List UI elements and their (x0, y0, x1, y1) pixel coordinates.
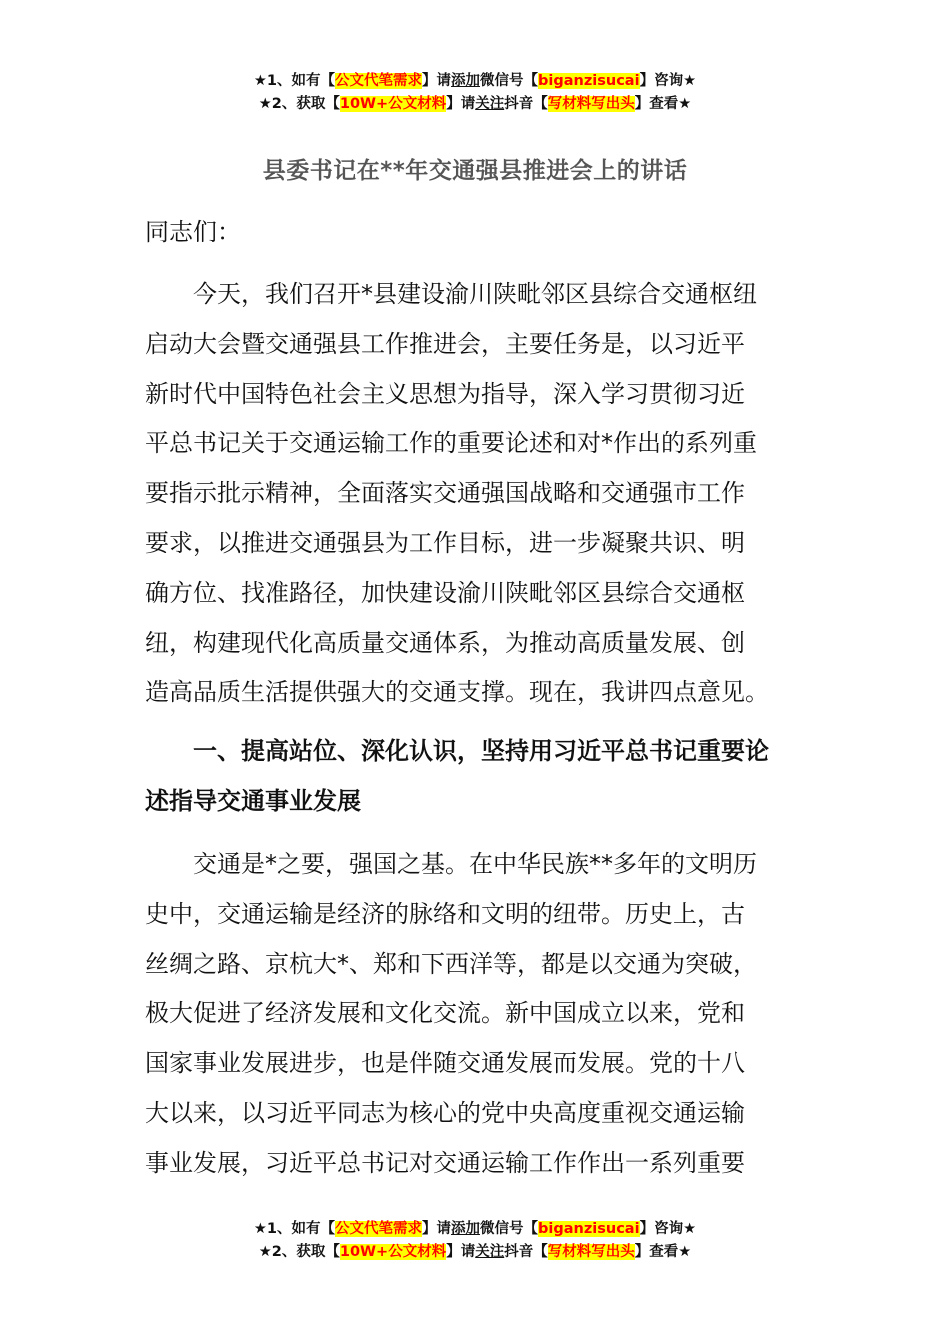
banner-highlight: 公文代笔需求 (335, 1221, 423, 1237)
header-banner (0, 70, 950, 116)
footer-banner (0, 1218, 950, 1264)
text-line: 极大促进了经济发展和文化交流。新中国成立以来，党和 (145, 999, 745, 1028)
text-line: 造高品质生活提供强大的交通支撑。现在，我讲四点意见。 (145, 678, 769, 707)
banner-highlight: 公文代笔需求 (335, 73, 423, 89)
text-line: 要指示批示精神，全面落实交通强国战略和交通强市工作 (145, 479, 745, 508)
banner-text: 】查看★ (634, 1244, 692, 1260)
banner-highlight: 写材料写出头 (547, 96, 635, 112)
paragraph-1 (145, 270, 807, 718)
banner-line-2 (0, 1241, 950, 1264)
banner-underlined: 关注 (475, 1244, 505, 1260)
banner-highlight: 10W+公文材料 (339, 96, 447, 112)
banner-text: ★1、如有【 (253, 1221, 336, 1237)
text-line: 纽，构建现代化高质量交通体系，为推动高质量发展、创 (145, 628, 745, 657)
text-line: 大以来，以习近平同志为核心的党中央高度重视交通运输 (145, 1098, 745, 1127)
heading-line: 一、提高站位、深化认识，坚持用习近平总书记重要论 (145, 737, 769, 765)
section-heading-1 (145, 727, 807, 827)
text-line: 交通是*之要，强国之基。在中华民族**多年的文明历 (145, 850, 757, 878)
banner-underlined: 关注 (475, 96, 505, 112)
text-line: 今天，我们召开*县建设渝川陕毗邻区县综合交通枢纽 (145, 280, 757, 308)
text-line: 平总书记关于交通运输工作的重要论述和对*作出的系列重 (145, 429, 757, 458)
text-line: 新时代中国特色社会主义思想为指导，深入学习贯彻习近 (145, 379, 745, 408)
banner-text: 】咨询★ (639, 1221, 697, 1237)
text-line: 要求，以推进交通强县为工作目标，进一步凝聚共识、明 (145, 528, 745, 557)
banner-line-2 (0, 93, 950, 116)
text-line: 事业发展，习近平总书记对交通运输工作作出一系列重要 (145, 1148, 745, 1177)
heading-line: 述指导交通事业发展 (145, 786, 361, 815)
text-line: 国家事业发展进步，也是伴随交通发展而发展。党的十八 (145, 1049, 745, 1078)
banner-text: 抖音【 (504, 96, 548, 112)
banner-text: 】请 (446, 1244, 476, 1260)
banner-highlight: biganzisucai (538, 73, 640, 89)
banner-text: 】查看★ (634, 96, 692, 112)
document-title: 县委书记在**年交通强县推进会上的讲话 (262, 158, 688, 184)
text-line: 丝绸之路、京杭大*、郑和下西洋等，都是以交通为突破， (145, 949, 757, 978)
text-line: 史中，交通运输是经济的脉络和文明的纽带。历史上，古 (145, 899, 745, 928)
text-line: 启动大会暨交通强县工作推进会，主要任务是，以习近平 (145, 329, 745, 358)
banner-text: 微信号【 (480, 1221, 539, 1237)
banner-highlight: 10W+公文材料 (339, 1244, 447, 1260)
salutation: 同志们： (145, 218, 241, 246)
banner-text: 微信号【 (480, 73, 539, 89)
banner-text: 抖音【 (504, 1244, 548, 1260)
paragraph-2 (145, 840, 807, 1189)
banner-highlight: biganzisucai (538, 1221, 640, 1237)
banner-line-1 (0, 70, 950, 93)
banner-text: 】咨询★ (639, 73, 697, 89)
banner-text: ★1、如有【 (253, 73, 336, 89)
text-line: 确方位、找准路径，加快建设渝川陕毗邻区县综合交通枢 (145, 578, 745, 607)
banner-underlined: 添加 (451, 1221, 481, 1237)
banner-text: 】请 (422, 1221, 452, 1237)
banner-underlined: 添加 (451, 73, 481, 89)
banner-text: 】请 (422, 73, 452, 89)
banner-text: ★2、获取【 (258, 1244, 340, 1260)
banner-highlight: 写材料写出头 (547, 1244, 635, 1260)
banner-text: ★2、获取【 (258, 96, 340, 112)
banner-text: 】请 (446, 96, 476, 112)
banner-line-1 (0, 1218, 950, 1241)
